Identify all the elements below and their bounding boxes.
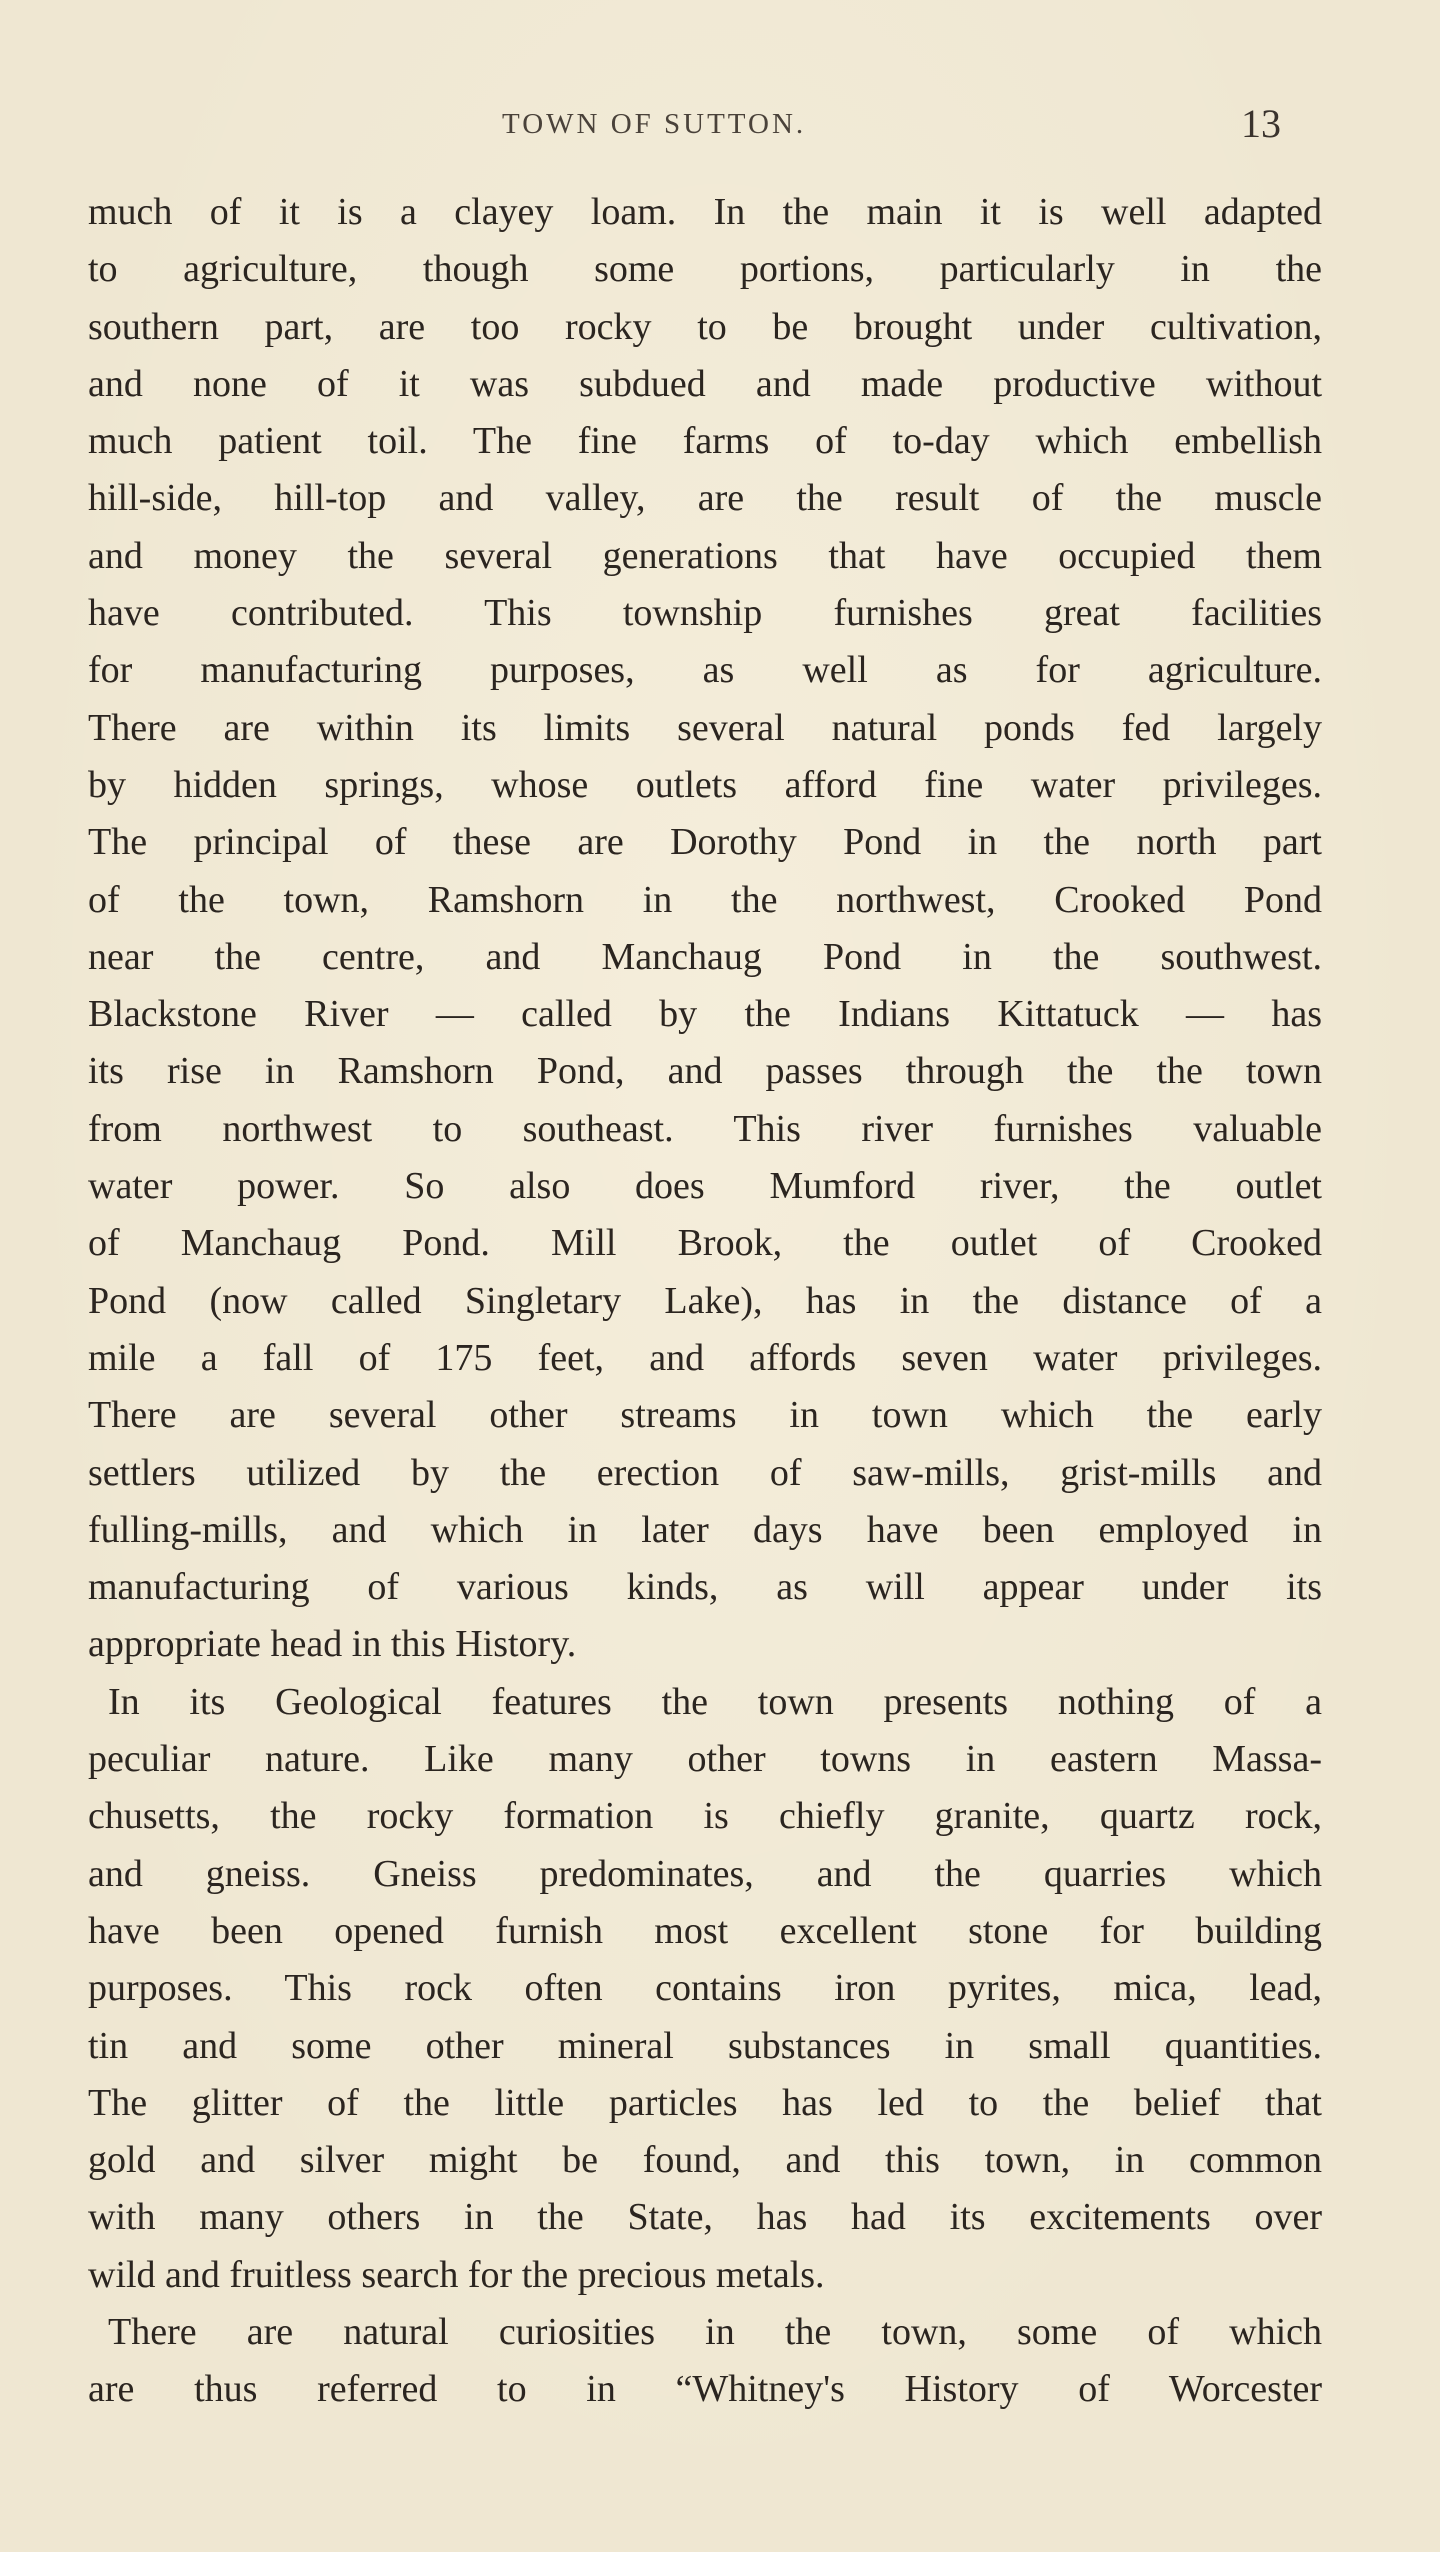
text-line: settlers utilized by the erection of saw-mills, grist-mills and xyxy=(88,1451,1322,1494)
text-line: and money the several generations that have occupied them xyxy=(88,534,1322,577)
text-line: Pond (now called Singletary Lake), has in the distance of a xyxy=(88,1279,1322,1322)
text-line: much patient toil. The fine farms of to-day which embellish xyxy=(88,420,1322,463)
running-head-title: TOWN OF SUTTON. xyxy=(502,108,807,140)
text-line: with many others in the State, has had its excitements over xyxy=(88,2196,1322,2239)
text-line: The glitter of the little particles has led to the belief that xyxy=(88,2081,1322,2124)
paragraph-end-line: appropriate head in this History. xyxy=(88,1623,577,1666)
text-line: The principal of these are Dorothy Pond in the north part xyxy=(88,821,1322,864)
text-line: near the centre, and Manchaug Pond in the southwest. xyxy=(88,935,1322,978)
text-line: There are within its limits several natural ponds fed largely xyxy=(88,706,1322,749)
text-line: gold and silver might be found, and this town, in common xyxy=(88,2139,1322,2182)
text-line: from northwest to southeast. This river furnishes valuable xyxy=(88,1107,1322,1150)
text-line: fulling-mills, and which in later days have been employed in xyxy=(88,1508,1322,1551)
text-line: manufacturing of various kinds, as will appear under its xyxy=(88,1566,1322,1609)
text-line: are thus referred to in “Whitney's History of Worcester xyxy=(88,2368,1322,2411)
text-line: much of it is a clayey loam. In the main it is well adapted xyxy=(88,191,1322,233)
text-line: purposes. This rock often contains iron pyrites, mica, lead, xyxy=(88,1967,1322,2010)
text-line: of Manchaug Pond. Mill Brook, the outlet of Crooked xyxy=(88,1222,1322,1265)
text-line: Blackstone River — called by the Indians Kittatuck — has xyxy=(88,993,1322,1036)
body-text xyxy=(88,184,1322,2419)
page-number: 13 xyxy=(1241,101,1281,146)
text-line: by hidden springs, whose outlets afford fine water privileges. xyxy=(88,763,1322,806)
paragraph-start-line: There are natural curiosities in the town, some of which xyxy=(108,2310,1322,2353)
text-line: chusetts, the rocky formation is chiefly granite, quartz rock, xyxy=(88,1795,1322,1838)
paragraph-start-line: In its Geological features the town presents nothing of a xyxy=(108,1680,1322,1723)
text-line: southern part, are too rocky to be brought under cultivation, xyxy=(88,305,1322,348)
text-line: of the town, Ramshorn in the northwest, Crooked Pond xyxy=(88,878,1322,921)
text-line: hill-side, hill-top and valley, are the result of the muscle xyxy=(88,477,1322,520)
text-line: mile a fall of 175 feet, and affords seven water privileges. xyxy=(88,1336,1322,1379)
text-line: and gneiss. Gneiss predominates, and the quarries which xyxy=(88,1852,1322,1895)
text-line: tin and some other mineral substances in small quantities. xyxy=(88,2024,1322,2067)
text-line: its rise in Ramshorn Pond, and passes through the the town xyxy=(88,1050,1322,1093)
text-line: There are several other streams in town which the early xyxy=(88,1394,1322,1437)
text-line: to agriculture, though some portions, particularly in the xyxy=(88,248,1322,291)
text-line: have contributed. This township furnishes great facilities xyxy=(88,592,1322,635)
text-line: water power. So also does Mumford river, the outlet xyxy=(88,1165,1322,1208)
text-line: peculiar nature. Like many other towns in eastern Massa- xyxy=(88,1738,1322,1781)
text-line: and none of it was subdued and made productive without xyxy=(88,362,1322,405)
paragraph-end-line: wild and fruitless search for the precious metals. xyxy=(88,2253,825,2296)
text-line: have been opened furnish most excellent stone for building xyxy=(88,1909,1322,1952)
text-line: for manufacturing purposes, as well as for agriculture. xyxy=(88,649,1322,692)
